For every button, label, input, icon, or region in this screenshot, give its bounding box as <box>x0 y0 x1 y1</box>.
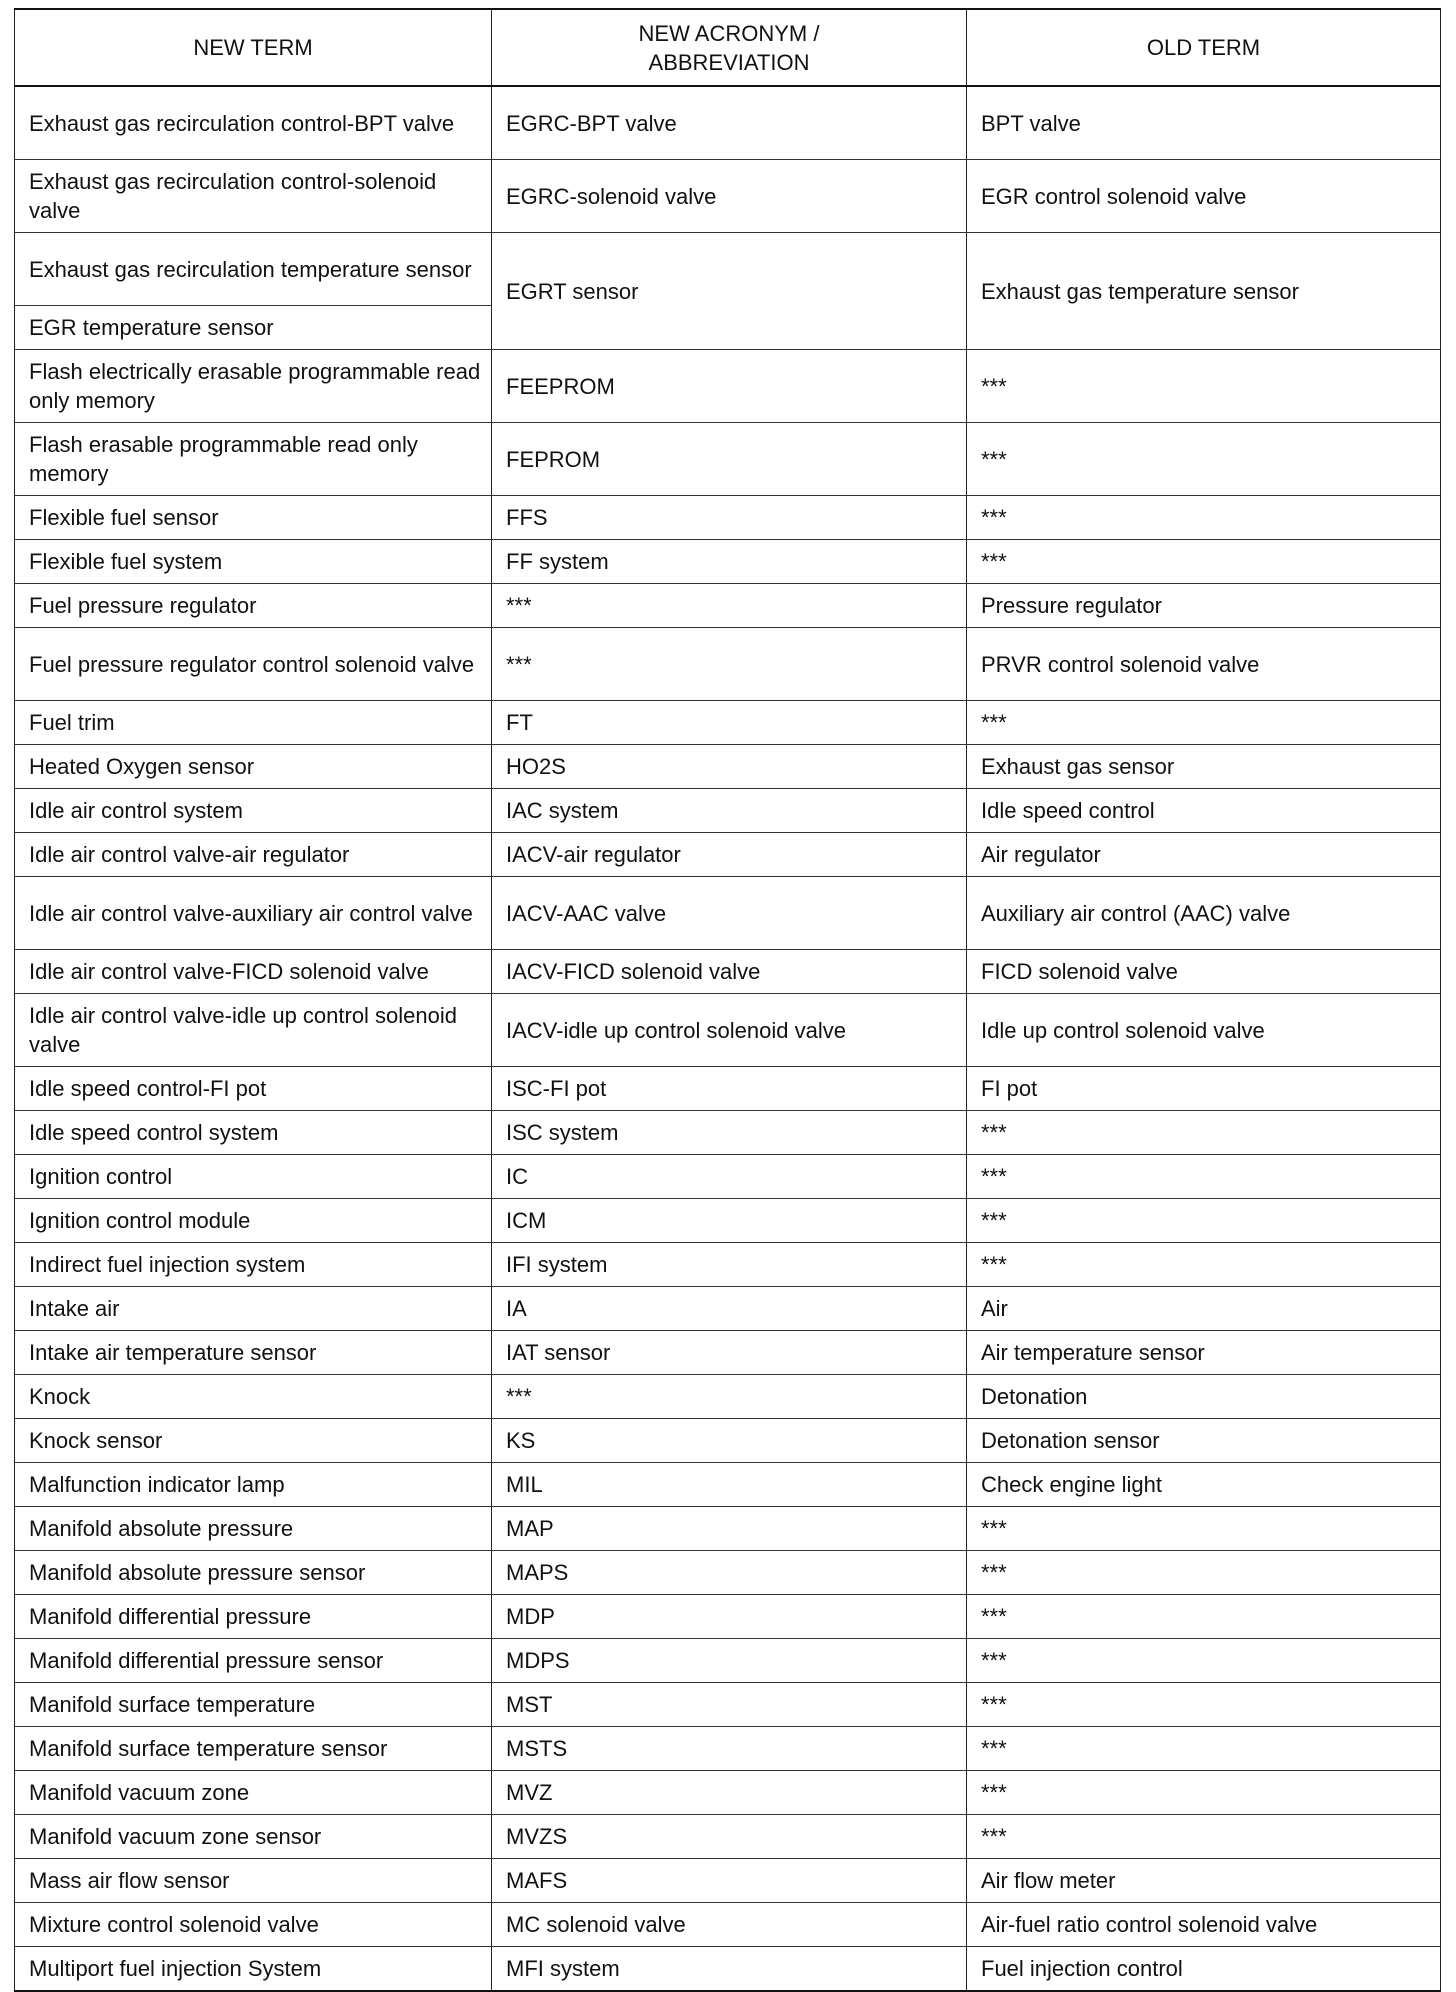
new-term-cell: Flexible fuel sensor <box>15 496 492 540</box>
old-term-cell: Air regulator <box>967 833 1441 877</box>
old-term-cell: *** <box>967 1199 1441 1243</box>
acronym-cell: MSTS <box>492 1727 967 1771</box>
new-term-cell: Idle air control valve-auxiliary air control valve <box>15 877 492 950</box>
acronym-cell: IACV-air regulator <box>492 833 967 877</box>
old-term-cell: *** <box>967 423 1441 496</box>
acronym-cell: MAP <box>492 1507 967 1551</box>
new-term-cell: Multiport fuel injection System <box>15 1947 492 1992</box>
header-new-acronym: NEW ACRONYM / ABBREVIATION <box>492 9 967 86</box>
old-term-cell: Air temperature sensor <box>967 1331 1441 1375</box>
old-term-cell: EGR control solenoid valve <box>967 160 1441 233</box>
table-row <box>15 1067 1441 1111</box>
old-term-cell: *** <box>967 1727 1441 1771</box>
table-row <box>15 1463 1441 1507</box>
new-term-cell: Manifold surface temperature sensor <box>15 1727 492 1771</box>
old-term-cell: *** <box>967 1639 1441 1683</box>
acronym-cell: MVZ <box>492 1771 967 1815</box>
new-term-cell: Manifold vacuum zone <box>15 1771 492 1815</box>
acronym-cell: HO2S <box>492 745 967 789</box>
acronym-cell: EGRT sensor <box>492 233 967 350</box>
new-term-cell: Idle air control valve-air regulator <box>15 833 492 877</box>
table-row <box>15 833 1441 877</box>
old-term-cell: *** <box>967 1815 1441 1859</box>
table-row <box>15 1331 1441 1375</box>
acronym-cell: MFI system <box>492 1947 967 1992</box>
new-term-cell: Exhaust gas recirculation control-BPT valve <box>15 86 492 160</box>
table-row <box>15 540 1441 584</box>
new-term-cell: Ignition control <box>15 1155 492 1199</box>
new-term-cell: Idle speed control-FI pot <box>15 1067 492 1111</box>
header-row <box>15 9 1441 86</box>
old-term-cell: *** <box>967 701 1441 745</box>
table-row <box>15 496 1441 540</box>
old-term-cell: Idle up control solenoid valve <box>967 994 1441 1067</box>
table-row <box>15 877 1441 950</box>
table-row <box>15 1199 1441 1243</box>
acronym-cell: MDPS <box>492 1639 967 1683</box>
old-term-cell: *** <box>967 496 1441 540</box>
acronym-cell: IFI system <box>492 1243 967 1287</box>
table-row <box>15 628 1441 701</box>
new-term-cell: Flash erasable programmable read only memory <box>15 423 492 496</box>
new-term-cell: Fuel pressure regulator <box>15 584 492 628</box>
table-row <box>15 1595 1441 1639</box>
acronym-cell: *** <box>492 1375 967 1419</box>
table-row <box>15 1947 1441 1992</box>
table-row <box>15 1551 1441 1595</box>
old-term-cell: Detonation <box>967 1375 1441 1419</box>
new-term-cell: EGR temperature sensor <box>15 306 492 350</box>
new-term-cell: Mass air flow sensor <box>15 1859 492 1903</box>
old-term-cell: Exhaust gas temperature sensor <box>967 233 1441 350</box>
acronym-cell: FFS <box>492 496 967 540</box>
old-term-cell: *** <box>967 1551 1441 1595</box>
acronym-cell: MAPS <box>492 1551 967 1595</box>
table-row <box>15 1639 1441 1683</box>
new-term-cell: Idle air control valve-FICD solenoid valve <box>15 950 492 994</box>
new-term-cell: Manifold absolute pressure sensor <box>15 1551 492 1595</box>
acronym-cell: IACV-idle up control solenoid valve <box>492 994 967 1067</box>
old-term-cell: *** <box>967 1595 1441 1639</box>
acronym-cell: FEEPROM <box>492 350 967 423</box>
acronym-cell: ICM <box>492 1199 967 1243</box>
table-row <box>15 1683 1441 1727</box>
acronym-cell: IC <box>492 1155 967 1199</box>
header-new-term: NEW TERM <box>15 9 492 86</box>
new-term-cell: Manifold absolute pressure <box>15 1507 492 1551</box>
table-row <box>15 1727 1441 1771</box>
terminology-table <box>14 8 1441 1992</box>
acronym-cell: IA <box>492 1287 967 1331</box>
new-term-cell: Intake air <box>15 1287 492 1331</box>
new-term-cell: Flexible fuel system <box>15 540 492 584</box>
new-term-cell: Heated Oxygen sensor <box>15 745 492 789</box>
old-term-cell: Air flow meter <box>967 1859 1441 1903</box>
acronym-cell: EGRC-solenoid valve <box>492 160 967 233</box>
old-term-cell: *** <box>967 540 1441 584</box>
acronym-cell: ISC-FI pot <box>492 1067 967 1111</box>
new-term-cell: Manifold differential pressure sensor <box>15 1639 492 1683</box>
table-row <box>15 233 1441 306</box>
table-row <box>15 950 1441 994</box>
old-term-cell: Check engine light <box>967 1463 1441 1507</box>
table-row <box>15 350 1441 423</box>
new-term-cell: Indirect fuel injection system <box>15 1243 492 1287</box>
new-term-cell: Ignition control module <box>15 1199 492 1243</box>
old-term-cell: *** <box>967 1155 1441 1199</box>
new-term-cell: Manifold surface temperature <box>15 1683 492 1727</box>
new-term-cell: Idle speed control system <box>15 1111 492 1155</box>
acronym-cell: *** <box>492 628 967 701</box>
new-term-cell: Malfunction indicator lamp <box>15 1463 492 1507</box>
acronym-cell: MC solenoid valve <box>492 1903 967 1947</box>
new-term-cell: Fuel pressure regulator control solenoid valve <box>15 628 492 701</box>
acronym-cell: IACV-FICD solenoid valve <box>492 950 967 994</box>
table-row <box>15 1419 1441 1463</box>
old-term-cell: *** <box>967 1683 1441 1727</box>
acronym-cell: MDP <box>492 1595 967 1639</box>
old-term-cell: *** <box>967 350 1441 423</box>
old-term-cell: FI pot <box>967 1067 1441 1111</box>
new-term-cell: Exhaust gas recirculation temperature sensor <box>15 233 492 306</box>
table-row <box>15 789 1441 833</box>
acronym-cell: MST <box>492 1683 967 1727</box>
new-term-cell: Mixture control solenoid valve <box>15 1903 492 1947</box>
table-row <box>15 1287 1441 1331</box>
old-term-cell: Exhaust gas sensor <box>967 745 1441 789</box>
new-term-cell: Idle air control valve-idle up control solenoid valve <box>15 994 492 1067</box>
table-row <box>15 1771 1441 1815</box>
old-term-cell: Pressure regulator <box>967 584 1441 628</box>
new-term-cell: Flash electrically erasable programmable read only memory <box>15 350 492 423</box>
old-term-cell: Detonation sensor <box>967 1419 1441 1463</box>
old-term-cell: Air-fuel ratio control solenoid valve <box>967 1903 1441 1947</box>
table-row <box>15 160 1441 233</box>
acronym-cell: MVZS <box>492 1815 967 1859</box>
new-term-cell: Intake air temperature sensor <box>15 1331 492 1375</box>
new-term-cell: Idle air control system <box>15 789 492 833</box>
acronym-cell: FF system <box>492 540 967 584</box>
acronym-cell: ISC system <box>492 1111 967 1155</box>
old-term-cell: *** <box>967 1111 1441 1155</box>
acronym-cell: IAC system <box>492 789 967 833</box>
old-term-cell: *** <box>967 1243 1441 1287</box>
table-row <box>15 423 1441 496</box>
new-term-cell: Knock <box>15 1375 492 1419</box>
table-row <box>15 1375 1441 1419</box>
table-row <box>15 745 1441 789</box>
table-body <box>15 86 1441 1991</box>
acronym-cell: EGRC-BPT valve <box>492 86 967 160</box>
old-term-cell: Fuel injection control <box>967 1947 1441 1992</box>
new-term-cell: Manifold vacuum zone sensor <box>15 1815 492 1859</box>
acronym-cell: MAFS <box>492 1859 967 1903</box>
table-row <box>15 1507 1441 1551</box>
new-term-cell: Knock sensor <box>15 1419 492 1463</box>
acronym-cell: MIL <box>492 1463 967 1507</box>
acronym-cell: *** <box>492 584 967 628</box>
acronym-cell: IAT sensor <box>492 1331 967 1375</box>
new-term-cell: Exhaust gas recirculation control-solenoid valve <box>15 160 492 233</box>
acronym-cell: KS <box>492 1419 967 1463</box>
table-row <box>15 1815 1441 1859</box>
table-row <box>15 1243 1441 1287</box>
table-row <box>15 1903 1441 1947</box>
old-term-cell: FICD solenoid valve <box>967 950 1441 994</box>
old-term-cell: BPT valve <box>967 86 1441 160</box>
old-term-cell: Air <box>967 1287 1441 1331</box>
new-term-cell: Fuel trim <box>15 701 492 745</box>
table-row <box>15 86 1441 160</box>
table-row <box>15 994 1441 1067</box>
header-old-term: OLD TERM <box>967 9 1441 86</box>
table-row <box>15 701 1441 745</box>
table-row <box>15 1111 1441 1155</box>
old-term-cell: *** <box>967 1771 1441 1815</box>
old-term-cell: PRVR control solenoid valve <box>967 628 1441 701</box>
table-row <box>15 1859 1441 1903</box>
table-row <box>15 584 1441 628</box>
old-term-cell: Auxiliary air control (AAC) valve <box>967 877 1441 950</box>
acronym-cell: IACV-AAC valve <box>492 877 967 950</box>
new-term-cell: Manifold differential pressure <box>15 1595 492 1639</box>
old-term-cell: *** <box>967 1507 1441 1551</box>
acronym-cell: FEPROM <box>492 423 967 496</box>
acronym-cell: FT <box>492 701 967 745</box>
old-term-cell: Idle speed control <box>967 789 1441 833</box>
table-row <box>15 1155 1441 1199</box>
